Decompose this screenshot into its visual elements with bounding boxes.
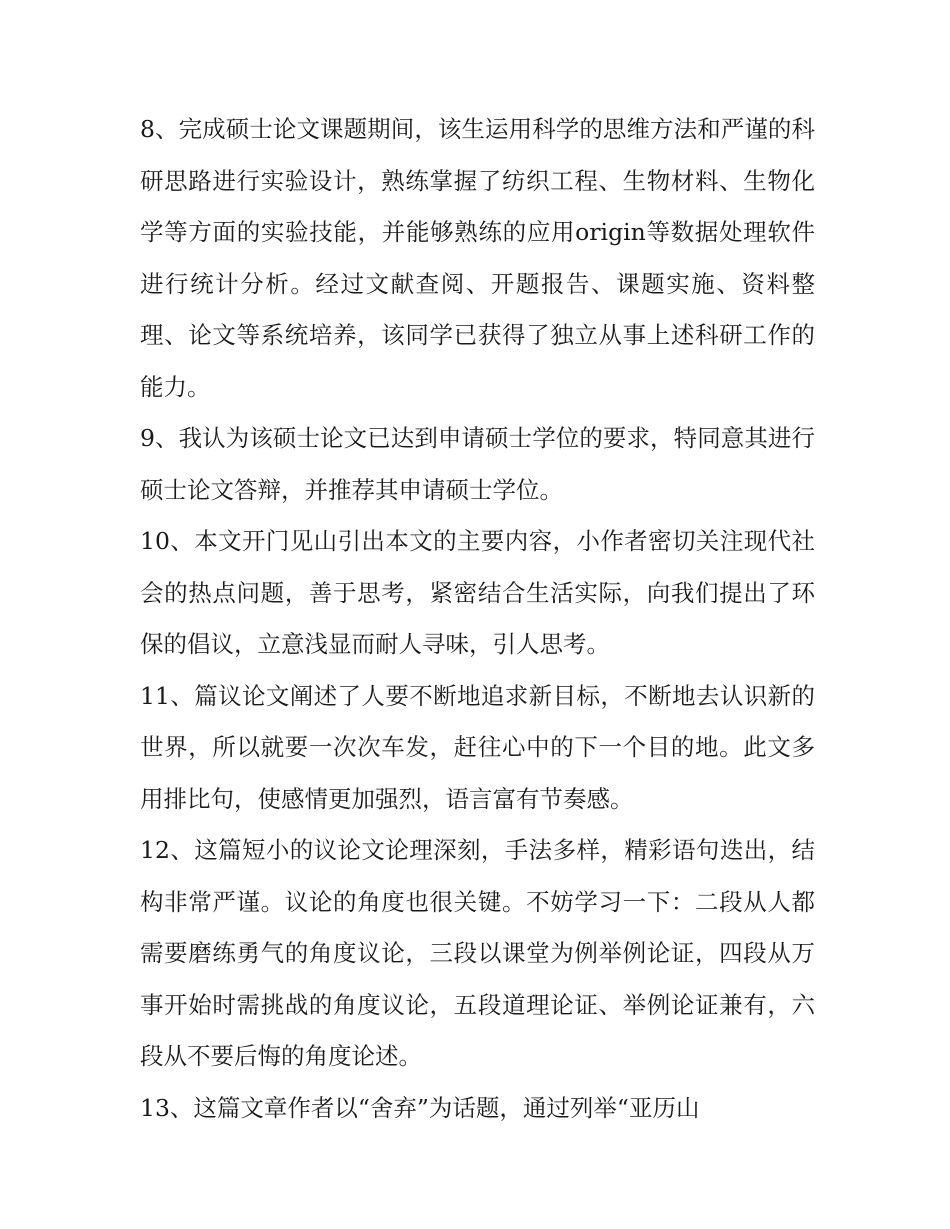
paragraph-9: 9、我认为该硕士论文已达到申请硕士学位的要求，特同意其进行硕士论文答辩，并推荐其申请硕士学位。 [140,424,815,504]
paragraph-8: 8、完成硕士论文课题期间，该生运用科学的思维方法和严谨的科研思路进行实验设计，熟练掌握了纺织工程、生物材料、生物化学等方面的实验技能，并能够熟练的应用origin等数据处理软件进行统计分析。经过文献查阅、开题报告、课题实施、资料整理、论文等系统培养，该同学已获得了独立从事上述科研工作的能力。 [140,115,815,401]
paragraph-10: 10、本文开门见山引出本文的主要内容，小作者密切关注现代社会的热点问题，善于思考，紧密结合生活实际，向我们提出了环保的倡议，立意浅显而耐人寻味，引人思考。 [140,527,815,658]
document-body [140,104,815,1134]
paragraph-11: 11、篇议论文阐述了人要不断地追求新目标，不断地去认识新的世界，所以就要一次次车发，赶往心中的下一个目的地。此文多用排比句，使感情更加强烈，语言富有节奏感。 [140,681,815,813]
paragraph-13: 13、这篇文章作者以“舍弃”为话题，通过列举“亚历山 [140,1093,700,1122]
paragraph-12: 12、这篇短小的议论文论理深刻，手法多样，精彩语句迭出，结构非常严谨。议论的角度也很关键。不妨学习一下：二段从人都需要磨练勇气的角度议论，三段以课堂为例举例论证，四段从万事开始时需挑战的角度议论，五段道理论证、举例论证兼有，六段从不要后悔的角度论述。 [140,836,815,1070]
